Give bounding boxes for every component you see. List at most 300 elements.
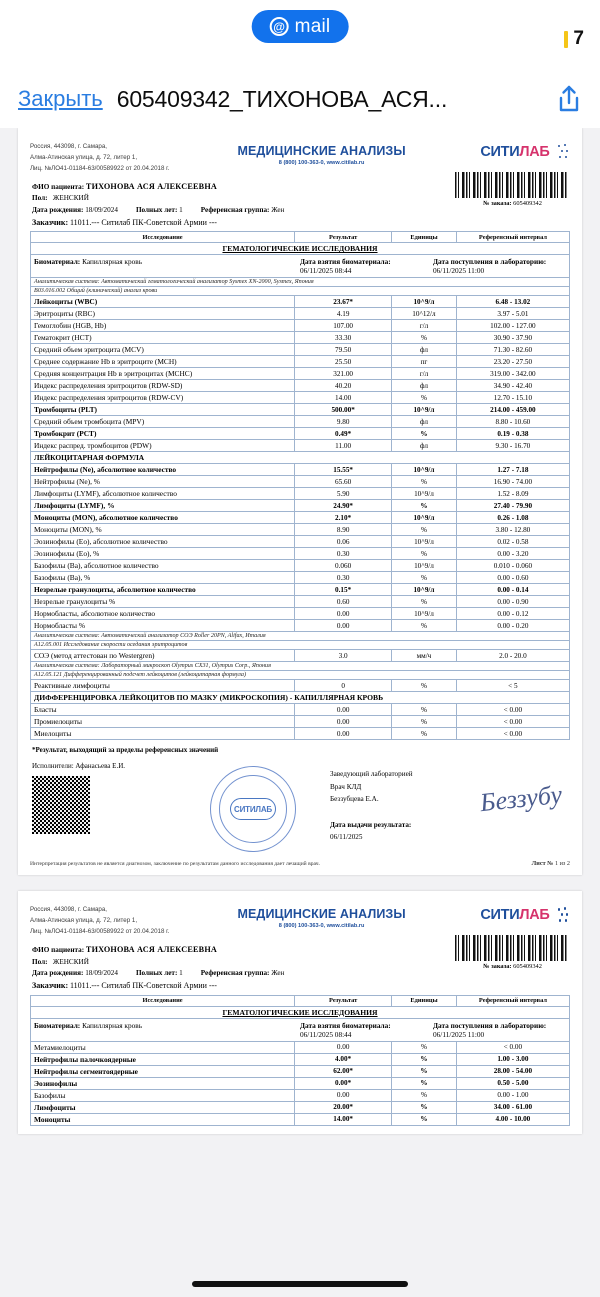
barcode-image-p2 [455,935,567,961]
table-row [31,536,570,548]
table-row [31,404,570,416]
section-title-p2: ГЕМАТОЛОГИЧЕСКИЕ ИССЛЕДОВАНИЯ [31,1006,570,1018]
analyte-result: 0.00 [295,716,392,728]
analyte-unit: 10^9/л [392,584,457,596]
analyte-unit: фл [392,416,457,428]
analyte-name: Индекс распределения эритроцитов (RDW-SD) [31,380,295,392]
qr-code-icon [32,776,90,834]
page-of: из [559,860,566,868]
analyte-unit: % [392,728,457,740]
order-number-label: № заказа: [483,200,512,207]
analyte-result: 500.00* [295,404,392,416]
customer-value: 11011.--- Ситилаб ПК-Советской Армии --- [69,217,217,227]
table-row [31,368,570,380]
analyte-unit: 10^12/л [392,308,457,320]
table-header-row-p2 [31,995,570,1006]
section-title-row-p2 [31,1006,570,1018]
letterhead-center-page2 [230,905,414,929]
analyte-name: Моноциты (MON), абсолютное количество [31,512,295,524]
table-row [31,1053,570,1065]
age-label-p2: Полных лет: [135,969,178,978]
patient-name-value: ТИХОНОВА АСЯ АЛЕКСЕЕВНА [85,181,218,191]
analyte-unit: % [392,716,457,728]
analyte-unit: фл [392,380,457,392]
analyte-unit: % [392,1089,457,1101]
analyte-result: 24.90* [295,500,392,512]
citilab-logo-p2 [480,907,549,923]
subsection-title: ЛЕЙКОЦИТАРНАЯ ФОРМУЛА [31,452,570,464]
analyte-name: Средний объем эритроцита (MCV) [31,344,295,356]
order-barcode-area-p2 [455,935,570,970]
analyte-unit: 10^9/л [392,608,457,620]
letterhead-right [413,142,570,207]
analyte-name: Нормобласты, абсолютное количество [31,608,295,620]
refgroup-value: Жен [271,205,285,214]
analyte-unit: мм/ч [392,650,457,662]
analyte-result: 0.06 [295,536,392,548]
analyte-name: Нормобласты % [31,620,295,632]
signature-block [30,762,570,858]
analyte-reference: 0.00 - 0.12 [456,608,569,620]
age-label: Полных лет: [135,205,178,214]
analyte-result: 8.90 [295,524,392,536]
document-page-1 [18,128,582,875]
analyte-name: Тромбоциты (PLT) [31,404,295,416]
analyte-reference: 71.30 - 82.60 [456,344,569,356]
analyte-name: Лейкоциты (WBC) [31,296,295,308]
logo-part-2-p2: ЛАБ [519,907,550,924]
analyte-unit: % [392,572,457,584]
refgroup-label-p2: Референсная группа: [200,969,270,978]
taken-label-p2: Дата взятия биоматериала: [300,1020,391,1030]
analyte-reference: < 0.00 [456,728,569,740]
table-row [31,548,570,560]
col-units: Единицы [392,232,457,243]
age-value-p2: 1 [179,969,183,978]
analyte-result: 0.60 [295,596,392,608]
logo-part-1-p2: СИТИ [480,907,520,924]
analyte-name: Незрелые гранулоциты, абсолютное количество [31,584,295,596]
analyte-reference: 34.90 - 42.40 [456,380,569,392]
col-result-p2: Результат [295,995,392,1006]
analyte-result: 0.00 [295,1041,392,1053]
col-study-p2: Исследование [31,995,295,1006]
analyzer-note: Аналитическая система: Автоматический гематологический анализатор Sysmex XN-2000, Sysmex, Япония [31,278,570,287]
received-value-p2: 06/11/2025 11:00 [433,1029,485,1039]
biomaterial-cell [34,257,300,275]
refgroup-label: Референсная группа: [200,205,270,214]
table-row [31,428,570,440]
barcode-image [455,172,567,198]
analyte-name: Метамиелоциты [31,1041,295,1053]
table-row [31,500,570,512]
results-table-page2 [30,995,570,1126]
customer-value-p2: 11011.--- Ситилаб ПК-Советской Армии --- [69,980,217,990]
page-number [532,860,570,867]
customer-label-p2: Заказчик: [32,980,69,990]
share-icon[interactable] [556,84,582,114]
analyte-result: 0.060 [295,560,392,572]
received-label: Дата поступления в лабораторию: [433,257,547,267]
analyte-unit: фл [392,344,457,356]
table-row [31,392,570,404]
microscopy-title: ДИФФЕРЕНЦИРОВКА ЛЕЙКОЦИТОВ ПО МАЗКУ (МИКРОСКОПИЯ) - КАПИЛЛЯРНАЯ КРОВЬ [31,692,570,704]
analyte-reference: 8.80 - 10.60 [456,416,569,428]
clinic-address [30,142,230,175]
analyte-name: Средний объем тромбоцита (MPV) [31,416,295,428]
analyte-reference: 0.19 - 0.38 [456,428,569,440]
address-line-2: Алма-Атинская улица, д. 72, литер 1, [30,153,138,161]
table-row [31,572,570,584]
analyte-unit: % [392,524,457,536]
address-line-1: Россия, 443098, г. Самара, [30,143,108,150]
analyte-result: 0.00 [295,620,392,632]
table-row [31,728,570,740]
page-total: 2 [566,860,570,868]
analyte-reference: 0.00 - 0.20 [456,620,569,632]
analyte-result: 0 [295,680,392,692]
analyte-reference: 23.20 - 27.50 [456,356,569,368]
analyte-name: Индекс распред. тромбоцитов (PDW) [31,440,295,452]
analyte-reference: < 0.00 [456,704,569,716]
analyte-name: Реактивные лимфоциты [31,680,295,692]
analyte-result: 62.00* [295,1065,392,1077]
analyte-name: Эритроциты (RBC) [31,308,295,320]
analyte-unit: % [392,548,457,560]
analyte-reference: 0.26 - 1.08 [456,512,569,524]
analyte-result: 14.00 [295,392,392,404]
analyte-result: 0.00 [295,704,392,716]
logo-dots-icon [556,144,570,160]
table-row [31,332,570,344]
table-row [31,704,570,716]
table-row [31,716,570,728]
analyzer-note-row [31,632,570,641]
analyte-unit: % [392,428,457,440]
performer-line [32,762,570,770]
analyte-result: 321.00 [295,368,392,380]
analyte-name: Базофилы (Ba), абсолютное количество [31,560,295,572]
analyte-reference: 0.010 - 0.060 [456,560,569,572]
disclaimer-text: Интерпретация результатов не является диагнозом, заключение по результатам данного исследования дает лечащий врач. [30,861,320,868]
analyte-reference: 3.80 - 12.80 [456,524,569,536]
age-value: 1 [179,205,183,214]
customer-row [32,217,570,230]
mail-app-label: mail [294,15,331,37]
page1-footer [30,860,570,867]
address-line-1-p2: Россия, 443098, г. Самара, [30,906,108,914]
table-row [31,596,570,608]
analyte-name: Эозинофилы [31,1077,295,1089]
analyte-result: 5.90 [295,488,392,500]
analyte-reference: 0.00 - 0.60 [456,572,569,584]
patient-sex-label: Пол: [32,194,48,203]
analyte-name: Нейтрофилы (Ne), % [31,476,295,488]
analyzer-note-row [31,662,570,671]
analyte-reference: 28.00 - 54.00 [456,1065,569,1077]
order-number [455,200,570,207]
section-title: ГЕМАТОЛОГИЧЕСКИЕ ИССЛЕДОВАНИЯ [31,243,570,255]
analyte-result: 0.00 [295,1089,392,1101]
analyte-result: 2.10* [295,512,392,524]
taken-value: 06/11/2025 08:44 [300,266,352,276]
page-current: 1 [554,860,559,868]
table-row [31,344,570,356]
analyte-result: 25.50 [295,356,392,368]
analyte-result: 0.00 [295,728,392,740]
analyte-reference: 0.00 - 3.20 [456,548,569,560]
document-page-2 [18,891,582,1133]
taken-date-cell [300,257,433,275]
biomaterial-row [31,255,570,278]
analyte-unit: фл [392,440,457,452]
analyzer-note: B03.016.002 Общий (клинический) анализ крови [31,287,570,296]
taken-date-cell-p2 [300,1021,433,1039]
analyte-unit: % [392,596,457,608]
analyte-name: Нейтрофилы (Ne), абсолютное количество [31,464,295,476]
analyte-reference: 1.27 - 7.18 [456,464,569,476]
analyte-reference: 12.70 - 15.10 [456,392,569,404]
analyte-unit: % [392,1053,457,1065]
order-number-value-p2: 605409342 [513,963,542,971]
table-row [31,1077,570,1089]
analyte-reference: < 0.00 [456,716,569,728]
mail-app-pill [252,10,349,43]
analyzer-note-row [31,278,570,287]
analyte-unit: г/л [392,368,457,380]
biomaterial-label: Биоматериал: [34,257,81,267]
analyte-name: Бласты [31,704,295,716]
close-button[interactable]: Закрыть [18,86,103,111]
analyte-reference: 3.97 - 5.01 [456,308,569,320]
patient-name-label: ФИО пациента: [32,182,85,191]
customer-row-p2 [32,980,570,993]
lab-head-title: Заведующий лабораторией [330,770,413,779]
status-bar [0,0,600,70]
document-navbar [0,70,600,128]
table-row [31,320,570,332]
analyte-reference: < 5 [456,680,569,692]
issue-date-value: 06/11/2025 [330,832,363,841]
pdf-viewport[interactable] [0,128,600,1297]
home-indicator [192,1281,408,1287]
analyte-result: 0.00* [295,1077,392,1089]
issue-date-label: Дата выдачи результата: [330,821,412,830]
analyte-unit: % [392,332,457,344]
analyte-unit: % [392,704,457,716]
analyte-reference: 9.30 - 16.70 [456,440,569,452]
analyte-name: Гематокрит (HCT) [31,332,295,344]
analyte-name: Лимфоциты [31,1101,295,1113]
analyte-result: 40.20 [295,380,392,392]
order-number-value: 605409342 [513,200,542,207]
citilab-logo [480,144,549,160]
logo-part-2: ЛАБ [519,144,550,160]
clinic-address-page2 [30,905,230,938]
analyte-reference: 4.00 - 10.00 [456,1113,569,1125]
analyte-name: Лимфоциты (LYMF), % [31,500,295,512]
analyte-unit: % [392,1041,457,1053]
table-row [31,476,570,488]
analyte-name: Промиелоциты [31,716,295,728]
table-row [31,296,570,308]
results-body-page1 [31,243,570,740]
star-footnote: *Результат, выходящий за пределы референсных значений [32,746,219,755]
analyte-result: 11.00 [295,440,392,452]
analyzer-note: A12.05.001 Исследование скорости оседания эритроцитов [31,641,570,650]
analyte-unit: % [392,500,457,512]
table-row [31,416,570,428]
analyte-name: Базофилы (Ba), % [31,572,295,584]
analyte-name: Нейтрофилы палочкоядерные [31,1053,295,1065]
address-line-2-p2: Алма-Атинская улица, д. 72, литер 1, [30,917,138,925]
col-reference: Референсный интервал [456,232,569,243]
patient-sex-value-p2: ЖЕНСКИЙ [52,957,89,966]
biomaterial-cell-p2 [34,1021,300,1039]
logo-dots-icon-p2 [556,907,570,923]
table-row [31,1041,570,1053]
analyte-unit: 10^9/л [392,464,457,476]
analyzer-note-row [31,641,570,650]
analyte-unit: % [392,1065,457,1077]
biomaterial-label-p2: Биоматериал: [34,1020,81,1030]
received-label-p2: Дата поступления в лабораторию: [433,1020,547,1030]
analyte-unit: % [392,1077,457,1089]
table-row [31,1101,570,1113]
received-date-cell-p2 [433,1021,566,1039]
official-stamp [210,766,296,852]
medical-analyses-title: МЕДИЦИНСКИЕ АНАЛИЗЫ [237,144,406,158]
col-study: Исследование [31,232,295,243]
analyte-name: Индекс распределения эритроцитов (RDW-CV) [31,392,295,404]
lab-head-role: Врач КЛД [330,782,362,791]
table-row [31,560,570,572]
analyte-result: 0.15* [295,584,392,596]
analyte-unit: % [392,476,457,488]
analyte-unit: 10^9/л [392,296,457,308]
battery-level: 7 [573,28,584,49]
analyzer-note: Аналитическая система: Лабораторный микроскоп Olympus CX31, Olympus Corp., Япония [31,662,570,671]
patient-sex-value: ЖЕНСКИЙ [52,194,89,203]
table-row [31,620,570,632]
analyte-name: Моноциты [31,1113,295,1125]
birth-label-p2: Дата рождения: [32,969,84,978]
issue-date-block [330,820,411,843]
received-date-cell [433,257,566,275]
microscopy-header [31,692,570,704]
analyte-unit: 10^9/л [392,404,457,416]
col-reference-p2: Референсный интервал [456,995,569,1006]
table-row [31,440,570,452]
patient-sex-label-p2: Пол: [32,957,48,966]
analyte-reference: 319.00 - 342.00 [456,368,569,380]
analyte-result: 4.19 [295,308,392,320]
license-line: Лиц. №ЛО41-01184-63/00589922 от 20.04.2018 г. [30,164,170,172]
analyte-unit: г/л [392,320,457,332]
analyte-result: 4.00* [295,1053,392,1065]
analyte-unit: % [392,1113,457,1125]
analyte-result: 33.30 [295,332,392,344]
analyte-name: СОЭ (метод аттестован по Westergren) [31,650,295,662]
analyte-reference: 102.00 - 127.00 [456,320,569,332]
analyte-name: Моноциты (MON), % [31,524,295,536]
analyte-result: 20.00* [295,1101,392,1113]
analyte-result: 107.00 [295,320,392,332]
analyte-unit: пг [392,356,457,368]
analyte-reference: 0.02 - 0.58 [456,536,569,548]
analyte-reference: 0.00 - 1.00 [456,1089,569,1101]
analyte-reference: 0.00 - 0.14 [456,584,569,596]
analyte-name: Лимфоциты (LYMF), абсолютное количество [31,488,295,500]
birth-label: Дата рождения: [32,205,84,214]
biomaterial-value: Капиллярная кровь [82,257,143,267]
table-row [31,680,570,692]
analyte-reference: 0.00 - 0.90 [456,596,569,608]
performer-label: Исполнители: [32,762,74,771]
table-row [31,512,570,524]
battery-indicator [564,28,584,50]
analyte-unit: % [392,680,457,692]
analyzer-note: A12.05.121 Дифференцированный подсчет лейкоцитов (лейкоцитарная формула) [31,671,570,680]
leukocyte-formula-header [31,452,570,464]
analyte-reference: < 0.00 [456,1041,569,1053]
analyte-result: 15.55* [295,464,392,476]
table-header-row [31,232,570,243]
table-row [31,1113,570,1125]
battery-icon [564,31,568,48]
customer-label: Заказчик: [32,217,69,227]
results-body-page2 [31,1006,570,1125]
analyte-unit: % [392,1101,457,1113]
analyte-name: Незрелые гранулоциты % [31,596,295,608]
analyte-unit: 10^9/л [392,536,457,548]
analyte-name: Эозинофилы (Eo), % [31,548,295,560]
analyte-reference: 27.40 - 79.90 [456,500,569,512]
analyte-reference: 2.0 - 20.0 [456,650,569,662]
received-value: 06/11/2025 11:00 [433,266,485,276]
analyte-reference: 6.48 - 13.02 [456,296,569,308]
medical-analyses-title-p2: МЕДИЦИНСКИЕ АНАЛИЗЫ [237,907,406,922]
order-number-p2 [455,963,570,970]
analyte-reference: 16.90 - 74.00 [456,476,569,488]
col-units-p2: Единицы [392,995,457,1006]
table-row [31,464,570,476]
lab-head-name: Беззубцева Е.А. [330,794,379,803]
patient-name-label-p2: ФИО пациента: [32,945,85,954]
analyte-unit: 10^9/л [392,488,457,500]
analyte-result: 0.30 [295,548,392,560]
table-row [31,524,570,536]
license-line-p2: Лиц. №ЛО41-01184-63/00589922 от 20.04.2018 г. [30,928,170,936]
col-result: Результат [295,232,392,243]
analyzer-note-row [31,671,570,680]
analyte-result: 3.0 [295,650,392,662]
analyte-name: Среднее содержание Hb в эритроците (MCH) [31,356,295,368]
analyte-name: Гемоглобин (HGB, Hb) [31,320,295,332]
analyte-result: 79.50 [295,344,392,356]
contact-line: 8 (800) 100-363-0, www.citilab.ru [278,160,365,166]
analyte-name: Миелоциты [31,728,295,740]
table-row [31,356,570,368]
analyte-unit: % [392,392,457,404]
order-number-label-p2: № заказа: [483,963,512,971]
analyzer-note: Аналитическая система: Автоматический анализатор СОЭ Roller 20PN, Alifax, Италия [31,632,570,641]
results-table-page1 [30,231,570,740]
stamp-center-text: СИТИЛАБ [230,798,276,820]
taken-label: Дата взятия биоматериала: [300,257,391,267]
document-title: 605409342_ТИХОНОВА_АСЯ... [116,85,448,112]
contact-line-p2: 8 (800) 100-363-0, www.citilab.ru [278,923,365,930]
